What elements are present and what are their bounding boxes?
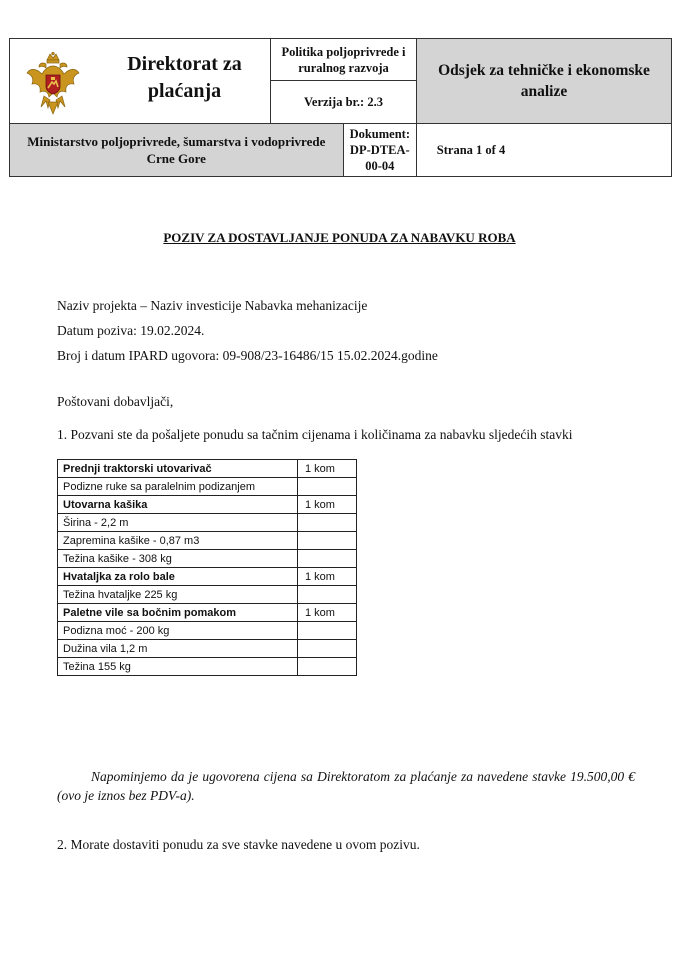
table-row: [58, 604, 357, 622]
table-row: [58, 496, 357, 514]
item-name: Paletne vile sa bočnim pomakom: [58, 604, 298, 622]
item-qty: [298, 586, 357, 604]
item-name: Utovarna kašika: [58, 496, 298, 514]
date-line: Datum poziva: 19.02.2024.: [57, 323, 205, 338]
item-name: Težina hvataljke 225 kg: [58, 586, 298, 604]
coat-of-arms-icon: [26, 52, 80, 116]
item-qty: [298, 478, 357, 496]
item-qty: 1 kom: [298, 568, 357, 586]
table-row: [58, 568, 357, 586]
item-name: Širina - 2,2 m: [58, 514, 298, 532]
project-line: Naziv projekta – Naziv investicije Nabavka mehanizacije: [57, 298, 368, 313]
item-qty: 1 kom: [298, 496, 357, 514]
table-row: [58, 460, 357, 478]
table-row: [58, 514, 357, 532]
table-row: [58, 622, 357, 640]
organization-name: Direktorat za plaćanja: [127, 53, 242, 102]
table-row: [58, 658, 357, 676]
item-name: Zapremina kašike - 0,87 m3: [58, 532, 298, 550]
department-cell: Odsjek za tehničke i ekonomske analize: [417, 39, 672, 124]
item-name: Težina kašike - 308 kg: [58, 550, 298, 568]
item-qty: [298, 532, 357, 550]
price-note: Napominjemo da je ugovorena cijena sa Direktoratom za plaćanje za navedene stavke 19.500,00 € (ovo je iznos bez PDV-a).: [57, 769, 635, 803]
policy-cell: Politika poljoprivrede i ruralnog razvoja: [271, 39, 417, 81]
item-qty: [298, 658, 357, 676]
item-qty: [298, 640, 357, 658]
table-row: [58, 640, 357, 658]
item-name: Težina 155 kg: [58, 658, 298, 676]
table-row: [58, 532, 357, 550]
version-cell: Verzija br.: 2.3: [271, 81, 417, 124]
item-qty: 1 kom: [298, 460, 357, 478]
item-2-text: 2. Morate dostaviti ponudu za sve stavke navedene u ovom pozivu.: [57, 837, 420, 852]
item-1-text: 1. Pozvani ste da pošaljete ponudu sa tačnim cijenama i količinama za nabavku sljedećih stavki: [57, 427, 573, 442]
organization-cell: [10, 39, 271, 124]
page-number: Strana 1 of 4: [436, 142, 506, 157]
page-number-cell: [417, 124, 672, 177]
contract-line: Broj i datum IPARD ugovora: 09-908/23-16486/15 15.02.2024.godine: [57, 348, 438, 363]
item-qty: [298, 550, 357, 568]
item-name: Podizna moć - 200 kg: [58, 622, 298, 640]
item-name: Dužina vila 1,2 m: [58, 640, 298, 658]
table-row: [58, 550, 357, 568]
item-name: Prednji traktorski utovarivač: [58, 460, 298, 478]
item-name: Hvataljka za rolo bale: [58, 568, 298, 586]
document-code: Dokument: DP-DTEA-00-04: [343, 124, 416, 176]
items-table: [57, 459, 357, 676]
greeting: Poštovani dobavljači,: [57, 394, 174, 409]
table-row: [58, 586, 357, 604]
document-title: POZIV ZA DOSTAVLJANJE PONUDA ZA NABAVKU ROBA: [163, 230, 516, 245]
item-qty: [298, 622, 357, 640]
item-name: Podizne ruke sa paralelnim podizanjem: [58, 478, 298, 496]
ministry-name: Ministarstvo poljoprivrede, šumarstva i vodoprivrede Crne Gore: [27, 134, 326, 166]
table-row: [58, 478, 357, 496]
item-qty: 1 kom: [298, 604, 357, 622]
item-qty: [298, 514, 357, 532]
ministry-cell: [10, 124, 417, 177]
document-header: [9, 38, 672, 177]
